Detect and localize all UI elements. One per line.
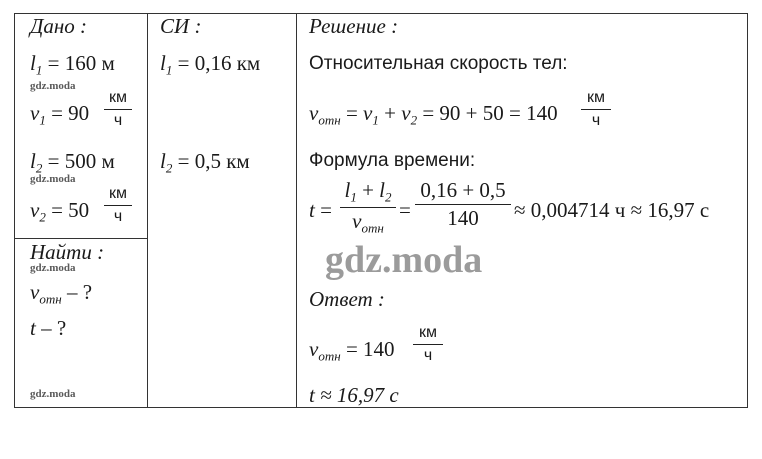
answer-v: $v_{отн} = 140$ (309, 337, 395, 364)
header-solution: Решение : (309, 14, 399, 38)
time-fraction-numeric: 0,16 + 0,5 140 (415, 180, 511, 229)
given-l2: $l_2 = 500$ м (30, 149, 115, 176)
find-t: t – ? (30, 316, 67, 340)
si-l2: $l_2 = 0,5$ км (160, 149, 250, 176)
find-v: $v_{отн}$ – ? (30, 280, 93, 307)
time-result: ≈ 0,004714 ч ≈ 16,97 с (514, 198, 710, 222)
time-eq-sign: = (399, 198, 411, 222)
column-divider-1 (147, 14, 148, 407)
answer-t: t ≈ 16,97 с (309, 383, 399, 407)
column-divider-2 (296, 14, 297, 407)
answer-v-unit: км ч (413, 325, 443, 364)
watermark-small: gdz.moda (30, 173, 76, 185)
given-v1-unit: км ч (104, 90, 132, 129)
watermark-small: gdz.moda (30, 80, 76, 92)
given-find-divider (15, 238, 147, 239)
header-find: Найти : (30, 240, 105, 264)
watermark-small: gdz.moda (30, 262, 76, 274)
si-l1: $l_1 = 0,16$ км (160, 51, 261, 78)
header-answer: Ответ : (309, 287, 385, 311)
given-v2-unit: км ч (104, 186, 132, 225)
time-fraction-symbolic: $l_1 + l_2$ $v_{отн}$ (340, 180, 396, 234)
given-v2: $v_2 = 50$ (30, 198, 90, 225)
header-si: СИ : (160, 14, 202, 38)
header-given: Дано : (30, 14, 88, 38)
given-v1: $v_1 = 90$ (30, 101, 90, 128)
relative-speed-label: Относительная скорость тел: (309, 53, 568, 74)
relative-speed-equation: $v_{отн} = v_1 + v_2 = 90 + 50 = 140$ (309, 101, 558, 128)
relative-speed-unit: км ч (581, 90, 611, 129)
watermark-large: gdz.moda (325, 239, 483, 281)
time-t: t = (309, 198, 332, 222)
watermark-small: gdz.moda (30, 388, 76, 400)
given-l1: $l_1 = 160$ м (30, 51, 115, 78)
time-formula-label: Формула времени: (309, 150, 476, 171)
